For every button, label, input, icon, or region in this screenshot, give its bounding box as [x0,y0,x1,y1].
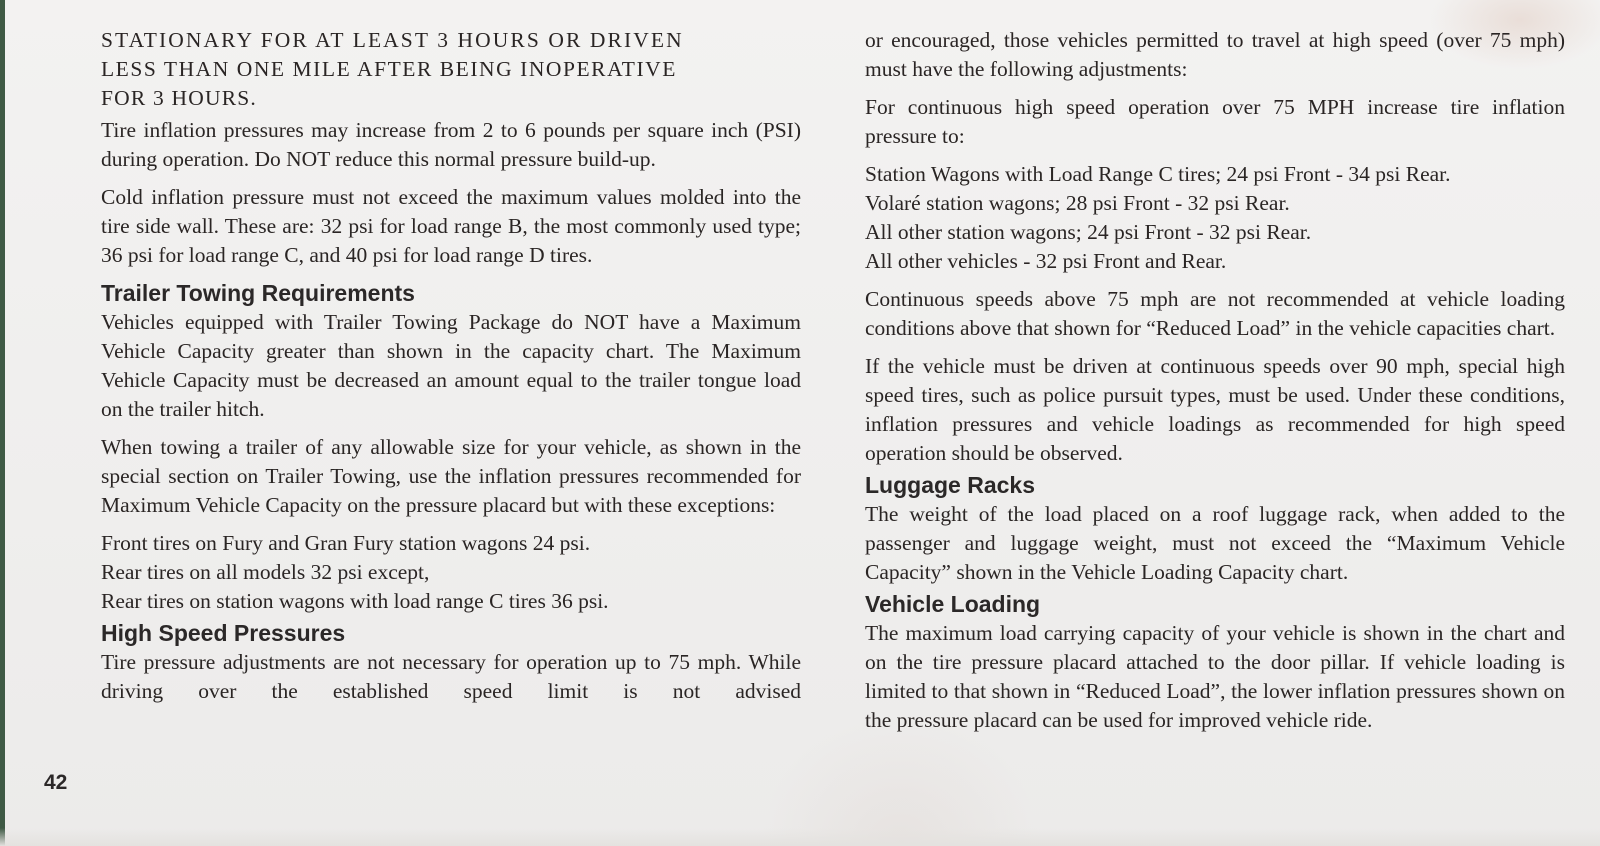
intro-caps-line: FOR 3 HOURS. [101,86,257,110]
pressure-item: All other station wagons; 24 psi Front - 32 psi Rear. [865,220,1312,244]
right-column [865,26,1565,735]
intro-caps-line: STATIONARY FOR AT LEAST 3 HOURS OR DRIVEN [101,28,684,52]
intro-caps-line: LESS THAN ONE MILE AFTER BEING INOPERATIVE [101,57,677,81]
vehicle-loading-paragraph: The maximum load carrying capacity of your vehicle is shown in the chart and on the tire pressure placard attached to the door pillar. If vehicle loading is limited to that shown in “Reduced Load”, the lower inflation pressures shown on the pressure placard can be used for improved vehicle ride. [865,621,1565,732]
trailer-towing-paragraph-2: When towing a trailer of any allowable size for your vehicle, as shown in the special section on Trailer Towing, use the inflation pressures recommended for Maximum Vehicle Capacity on the pressure placard but with these exceptions: [101,435,801,517]
vehicle-loading-heading: Vehicle Loading [865,591,1041,617]
left-column [101,26,801,706]
page-bottom-shadow [0,828,1600,846]
luggage-racks-paragraph: The weight of the load placed on a roof luggage rack, when added to the passenger and luggage weight, must not exceed the “Maximum Vehicle Capacity” shown in the Vehicle Loading Capacity chart. [865,502,1565,584]
trailer-towing-heading: Trailer Towing Requirements [101,280,415,306]
page-edge-border [0,0,5,846]
high-speed-paragraph: Tire pressure adjustments are not necessary for operation up to 75 mph. While driving over the established speed limit is not advised [101,650,801,703]
cold-inflation-paragraph: Cold inflation pressure must not exceed the maximum values molded into the tire side wall. These are: 32 psi for load range B, the most commonly used type; 36 psi for load range C, and 40 psi for load range D tires. [101,185,801,267]
continuous-speed-paragraph: For continuous high speed operation over 75 MPH increase tire inflation pressure to: [865,95,1565,148]
pressure-list [865,160,1565,276]
continued-paragraph: or encouraged, those vehicles permitted to travel at high speed (over 75 mph) must have the following adjustments: [865,28,1565,81]
luggage-racks-heading: Luggage Racks [865,472,1035,498]
pressure-item: Station Wagons with Load Range C tires; 24 psi Front - 34 psi Rear. [865,162,1451,186]
intro-caps-paragraph [101,26,801,113]
pressure-item: Volaré station wagons; 28 psi Front - 32 psi Rear. [865,191,1290,215]
high-speed-heading: High Speed Pressures [101,620,346,646]
exception-item: Rear tires on station wagons with load range C tires 36 psi. [101,589,609,613]
exception-item: Front tires on Fury and Gran Fury station wagons 24 psi. [101,531,591,555]
exception-item: Rear tires on all models 32 psi except, [101,560,430,584]
trailer-exceptions-list [101,529,801,616]
trailer-towing-paragraph-1: Vehicles equipped with Trailer Towing Package do NOT have a Maximum Vehicle Capacity greater than shown in the capacity chart. The Maximum Vehicle Capacity must be decreased an amount equal to the trailer tongue load on the trailer hitch. [101,310,801,421]
page-number: 42 [44,771,68,794]
over-90mph-paragraph: If the vehicle must be driven at continuous speeds over 90 mph, special high speed tires, such as police pursuit types, must be used. Under these conditions, inflation pressures and vehicle loadings as recommended for high speed operation should be observed. [865,354,1565,465]
pressure-increase-paragraph: Tire inflation pressures may increase from 2 to 6 pounds per square inch (PSI) during operation. Do NOT reduce this normal pressure build-up. [101,118,801,171]
pressure-item: All other vehicles - 32 psi Front and Rear. [865,249,1227,273]
not-recommended-paragraph: Continuous speeds above 75 mph are not recommended at vehicle loading conditions above that shown for “Reduced Load” in the vehicle capacities chart. [865,287,1565,340]
